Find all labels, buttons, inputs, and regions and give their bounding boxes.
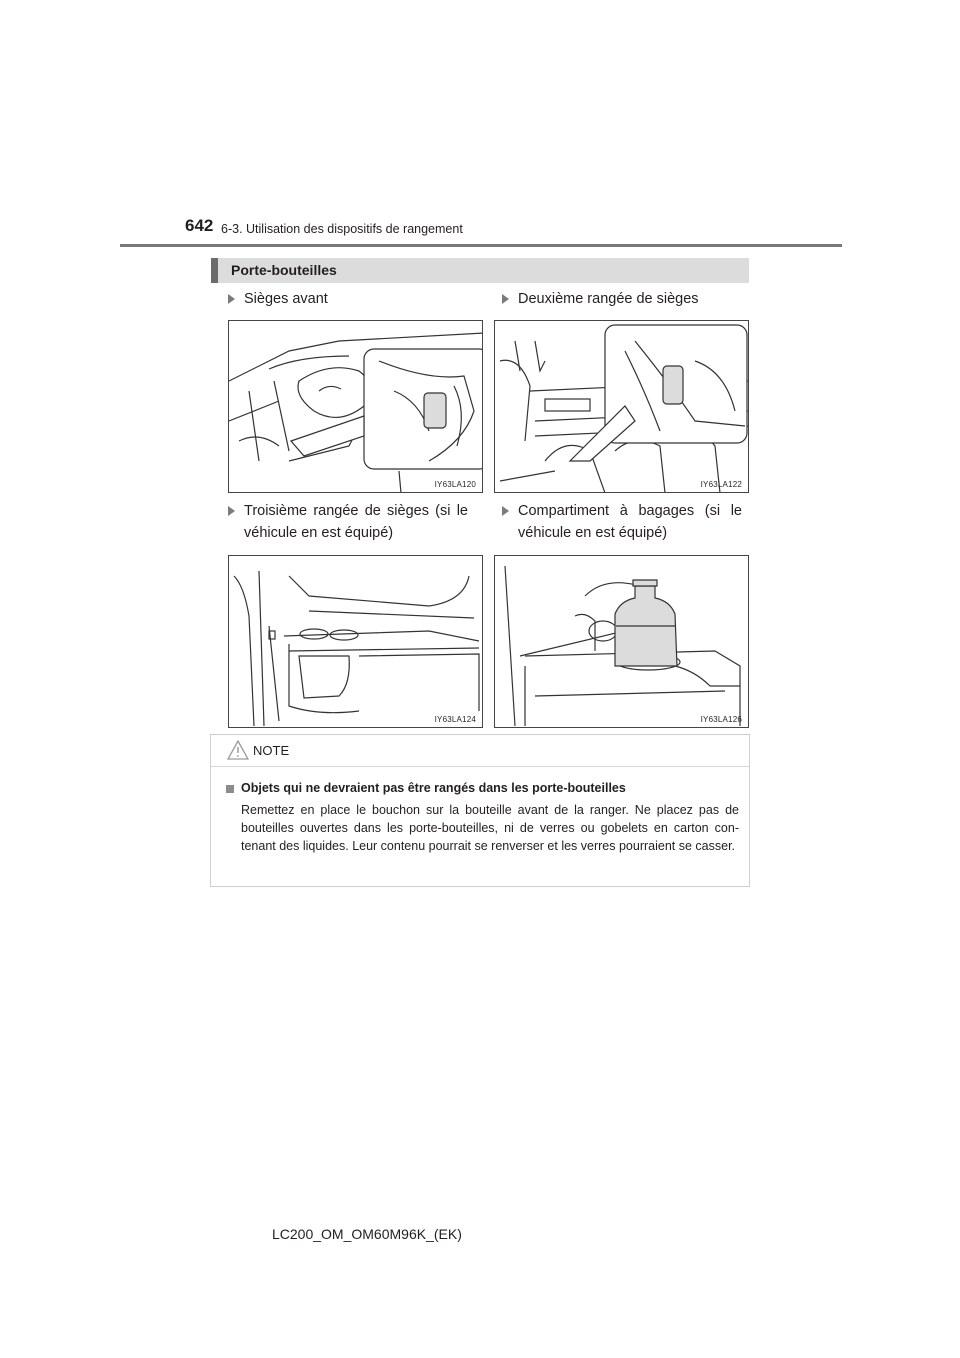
footer-document-code: LC200_OM_OM60M96K_(EK) bbox=[272, 1226, 462, 1242]
item-label: Troisième rangée de sièges (si le véhicule en est équipé) bbox=[244, 503, 468, 541]
chapter-title: 6-3. Utilisation des dispositifs de rangement bbox=[221, 222, 463, 236]
section-bar bbox=[211, 258, 749, 283]
luggage-bottle-illustration bbox=[495, 556, 749, 728]
figure-third-row bbox=[228, 555, 483, 728]
figure-code: IY63LA122 bbox=[700, 480, 742, 489]
note-heading: Objets qui ne devraient pas être rangés dans les porte-bouteilles bbox=[241, 781, 626, 795]
note-body: Remettez en place le bouchon sur la bouteille avant de la ranger. Ne placez pas de bouteilles ouvertes dans les porte-bouteilles, ni de verres ou gobelets en carton con-tenant des liquides. Leur contenu pourrait se renverser et les verres pourraient se casser. bbox=[241, 803, 739, 853]
warning-triangle-icon bbox=[227, 740, 249, 760]
item-luggage bbox=[502, 500, 742, 544]
third-row-illustration bbox=[229, 556, 483, 728]
note-label: NOTE bbox=[253, 743, 290, 758]
triangle-bullet-icon bbox=[228, 506, 235, 516]
section-title: Porte-bouteilles bbox=[231, 262, 337, 278]
item-second-row bbox=[502, 288, 742, 310]
note-box bbox=[210, 734, 750, 887]
square-bullet-icon bbox=[226, 785, 234, 793]
header-rule bbox=[120, 244, 842, 247]
figure-code: IY63LA126 bbox=[700, 715, 742, 724]
item-label: Deuxième rangée de sièges bbox=[518, 291, 699, 307]
triangle-bullet-icon bbox=[502, 506, 509, 516]
figure-second-row bbox=[494, 320, 749, 493]
figure-front-seats bbox=[228, 320, 483, 493]
item-label: Sièges avant bbox=[244, 291, 328, 307]
second-row-illustration bbox=[495, 321, 749, 493]
item-label: Compartiment à bagages (si le véhicule en est équipé) bbox=[518, 503, 742, 541]
figure-code: IY63LA120 bbox=[434, 480, 476, 489]
figure-code: IY63LA124 bbox=[434, 715, 476, 724]
item-front-seats bbox=[228, 288, 468, 310]
page-number: 642 bbox=[185, 216, 214, 235]
note-header bbox=[211, 735, 749, 767]
front-seats-illustration bbox=[229, 321, 483, 493]
item-third-row bbox=[228, 500, 468, 544]
triangle-bullet-icon bbox=[228, 294, 235, 304]
triangle-bullet-icon bbox=[502, 294, 509, 304]
figure-luggage bbox=[494, 555, 749, 728]
